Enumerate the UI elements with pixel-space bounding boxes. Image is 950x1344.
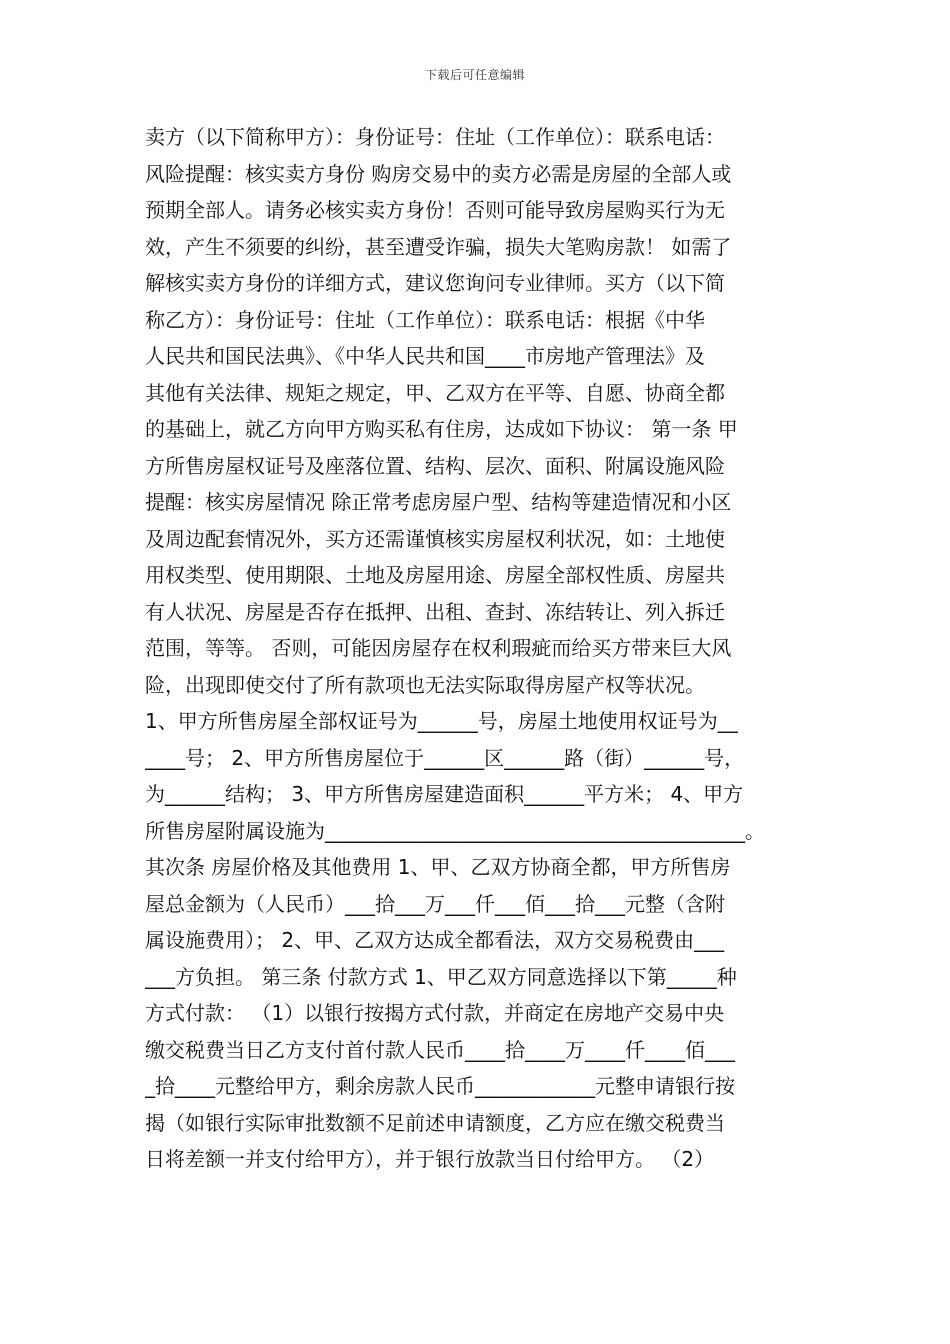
- text-line: 方所售房屋权证号及座落位置、结构、层次、面积、附属设施风险: [145, 453, 725, 478]
- text-line: 日将差额一并支付给甲方），并于银行放款当日付给甲方。 （2）: [145, 1147, 715, 1171]
- text-line: 其他有关法律、规矩之规定，甲、乙双方在平等、自愿、协商全都: [145, 380, 725, 405]
- text-line: 有人状况、房屋是否存在抵押、出租、查封、冻结转让、列入拆迁: [145, 599, 725, 624]
- text-line: 风险提醒：核实卖方身份 购房交易中的卖方必需是房屋的全部人或: [145, 161, 732, 186]
- text-line: 及周边配套情况外，买方还需谨慎核实房屋权利状况，如：土地使: [145, 526, 725, 551]
- text-line: 卖方（以下简称甲方）：身份证号：住址（工作单位）：联系电话：: [145, 125, 725, 149]
- text-line: 为______结构； 3、甲方所售房屋建造面积______平方米； 4、甲方: [145, 782, 744, 806]
- text-line: 所售房屋附属设施为__________________________________________。: [145, 818, 765, 843]
- text-line: 范围，等等。 否则，可能因房屋存在权利瑕疵而给买方带来巨大风: [145, 636, 732, 660]
- text-line: 方式付款： （1）以银行按揭方式付款，并商定在房地产交易中央: [145, 1001, 725, 1025]
- text-line: _拾____元整给甲方，剩余房款人民币____________元整申请银行按: [145, 1074, 735, 1098]
- text-line: 其次条 房屋价格及其他费用 1、甲、乙双方协商全都，甲方所售房: [145, 855, 731, 879]
- text-line: ____号； 2、甲方所售房屋位于______区______路（街）______号，: [145, 745, 745, 770]
- text-line: 揭（如银行实际审批数额不足前述申请额度，乙方应在缴交税费当: [145, 1110, 725, 1135]
- text-line: 提醒：核实房屋情况 除正常考虑房屋户型、结构等建造情况和小区: [145, 490, 732, 514]
- page-header-note: 下载后可任意编辑: [424, 68, 525, 82]
- contract-body: [145, 119, 835, 1178]
- text-line: 称乙方）：身份证号：住址（工作单位）：联系电话：根据《中华: [145, 307, 705, 332]
- text-line: 用权类型、使用期限、土地及房屋用途、房屋全部权性质、房屋共: [145, 563, 725, 587]
- text-line: 人民共和国民法典》、《中华人民共和国____市房地产管理法》及: [145, 344, 705, 368]
- text-line: 属设施费用）； 2、甲、乙双方达成全都看法，双方交易税费由___: [145, 928, 725, 952]
- text-line: 险，出现即使交付了所有款项也无法实际取得房屋产权等状况。: [145, 672, 705, 697]
- text-line: 解核实卖方身份的详细方式，建议您询问专业律师。买方（以下简: [145, 271, 725, 295]
- text-line: 1、甲方所售房屋全部权证号为______号，房屋土地使用权证号为__: [145, 709, 738, 733]
- text-line: 屋总金额为（人民币）___拾___万___仟___佰___拾___元整（含附: [145, 891, 725, 916]
- text-line: 效，产生不须要的纠纷，甚至遭受诈骗，损失大笔购房款！ 如需了: [145, 234, 732, 259]
- text-line: 缴交税费当日乙方支付首付款人民币____拾____万____仟____佰___: [145, 1037, 735, 1062]
- text-line: 的基础上，就乙方向甲方购买私有住房，达成如下协议： 第一条 甲: [145, 417, 738, 441]
- text-line: ___方负担。 第三条 付款方式 1、甲乙双方同意选择以下第_____种: [145, 964, 737, 989]
- text-line: 预期全部人。请务必核实卖方身份！否则可能导致房屋购买行为无: [145, 198, 725, 222]
